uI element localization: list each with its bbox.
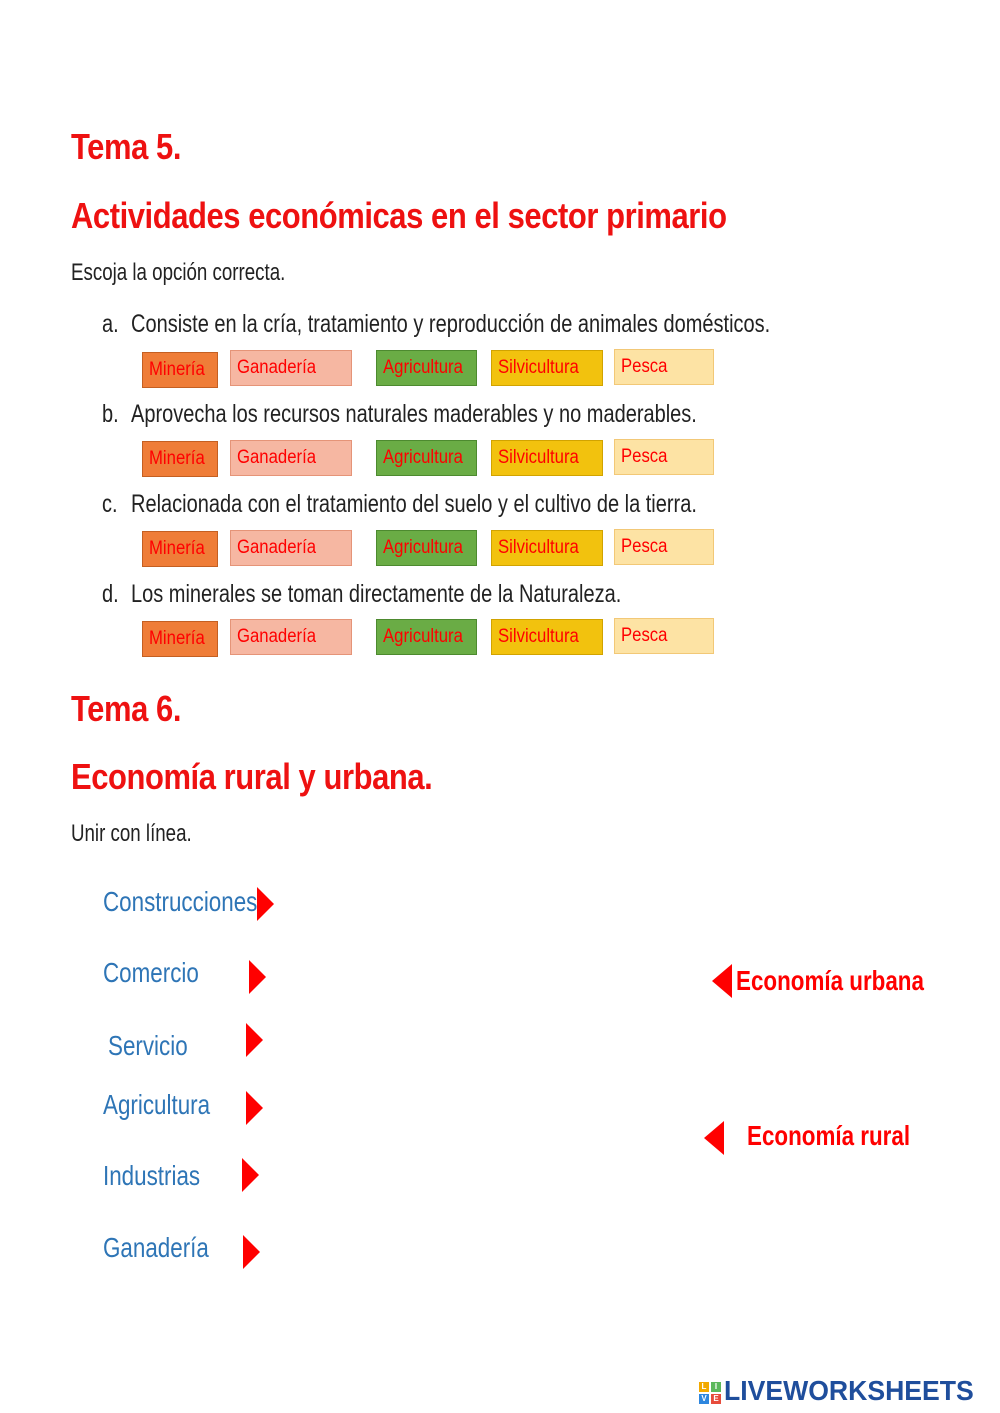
- option-label: Ganadería: [237, 357, 317, 378]
- logo-letter: L: [699, 1382, 709, 1392]
- option-mineria[interactable]: [142, 352, 218, 388]
- question-text: Aprovecha los recursos naturales maderables y no maderables.: [131, 400, 697, 428]
- option-label: Agricultura: [383, 537, 463, 558]
- match-target-economia-urbana: Economía urbana: [736, 965, 924, 996]
- tema5-subtitle: Actividades económicas en el sector primario: [71, 195, 727, 236]
- brand-name: LIVEWORKSHEETS: [724, 1375, 974, 1406]
- question-letter: b.: [102, 400, 119, 428]
- option-label: Pesca: [621, 356, 668, 377]
- match-target-economia-rural: Economía rural: [747, 1120, 911, 1151]
- option-label: Silvicultura: [498, 537, 579, 558]
- option-label: Pesca: [621, 446, 668, 467]
- option-label: Ganadería: [237, 537, 317, 558]
- option-ganaderia[interactable]: [230, 619, 352, 655]
- option-label: Minería: [149, 359, 205, 380]
- tema5-title: Tema 5.: [71, 126, 181, 167]
- option-label: Pesca: [621, 536, 668, 557]
- option-pesca[interactable]: [614, 439, 714, 475]
- option-label: Minería: [149, 448, 205, 469]
- connector-arrow-icon[interactable]: [246, 1023, 263, 1057]
- option-silvicultura[interactable]: [491, 440, 603, 476]
- connector-arrow-icon[interactable]: [243, 1235, 260, 1269]
- option-mineria[interactable]: [142, 441, 218, 477]
- connector-arrow-icon[interactable]: [246, 1091, 263, 1125]
- tema6-instruction: Unir con línea.: [71, 820, 192, 847]
- option-label: Agricultura: [383, 357, 463, 378]
- liveworksheets-logo-icon: [699, 1382, 721, 1404]
- match-item-industrias: Industrias: [103, 1160, 201, 1191]
- tema5-instruction: Escoja la opción correcta.: [71, 259, 286, 286]
- option-mineria[interactable]: [142, 621, 218, 657]
- option-label: Silvicultura: [498, 357, 579, 378]
- logo-letter: E: [711, 1394, 721, 1404]
- option-label: Silvicultura: [498, 447, 579, 468]
- option-label: Minería: [149, 538, 205, 559]
- connector-arrow-icon[interactable]: [257, 887, 274, 921]
- question-letter: c.: [102, 490, 118, 518]
- option-label: Agricultura: [383, 447, 463, 468]
- option-agricultura[interactable]: [376, 530, 477, 566]
- option-mineria[interactable]: [142, 531, 218, 567]
- question-text: Relacionada con el tratamiento del suelo y el cultivo de la tierra.: [131, 490, 697, 518]
- option-ganaderia[interactable]: [230, 530, 352, 566]
- option-label: Minería: [149, 628, 205, 649]
- option-agricultura[interactable]: [376, 619, 477, 655]
- match-item-comercio: Comercio: [103, 957, 199, 988]
- logo-letter: V: [699, 1394, 709, 1404]
- match-item-servicio: Servicio: [108, 1030, 188, 1061]
- logo-letter: I: [711, 1382, 721, 1392]
- option-agricultura[interactable]: [376, 350, 477, 386]
- question-letter: d.: [102, 580, 119, 608]
- option-label: Pesca: [621, 625, 668, 646]
- tema6-title: Tema 6.: [71, 688, 181, 729]
- option-silvicultura[interactable]: [491, 350, 603, 386]
- option-silvicultura[interactable]: [491, 530, 603, 566]
- match-item-construcciones: Construcciones: [103, 886, 258, 917]
- match-item-agricultura: Agricultura: [103, 1089, 211, 1120]
- tema6-subtitle: Economía rural y urbana.: [71, 756, 433, 797]
- question-text: Los minerales se toman directamente de la Naturaleza.: [131, 580, 622, 608]
- connector-arrow-icon[interactable]: [712, 964, 732, 998]
- connector-arrow-icon[interactable]: [249, 960, 266, 994]
- option-label: Ganadería: [237, 626, 317, 647]
- option-label: Ganadería: [237, 447, 317, 468]
- connector-arrow-icon[interactable]: [704, 1121, 724, 1155]
- match-item-ganaderia: Ganadería: [103, 1232, 209, 1263]
- question-text: Consiste en la cría, tratamiento y reproducción de animales domésticos.: [131, 310, 771, 338]
- option-pesca[interactable]: [614, 618, 714, 654]
- option-label: Silvicultura: [498, 626, 579, 647]
- option-label: Agricultura: [383, 626, 463, 647]
- option-ganaderia[interactable]: [230, 350, 352, 386]
- option-pesca[interactable]: [614, 349, 714, 385]
- option-pesca[interactable]: [614, 529, 714, 565]
- option-agricultura[interactable]: [376, 440, 477, 476]
- connector-arrow-icon[interactable]: [242, 1158, 259, 1192]
- option-ganaderia[interactable]: [230, 440, 352, 476]
- question-letter: a.: [102, 310, 119, 338]
- option-silvicultura[interactable]: [491, 619, 603, 655]
